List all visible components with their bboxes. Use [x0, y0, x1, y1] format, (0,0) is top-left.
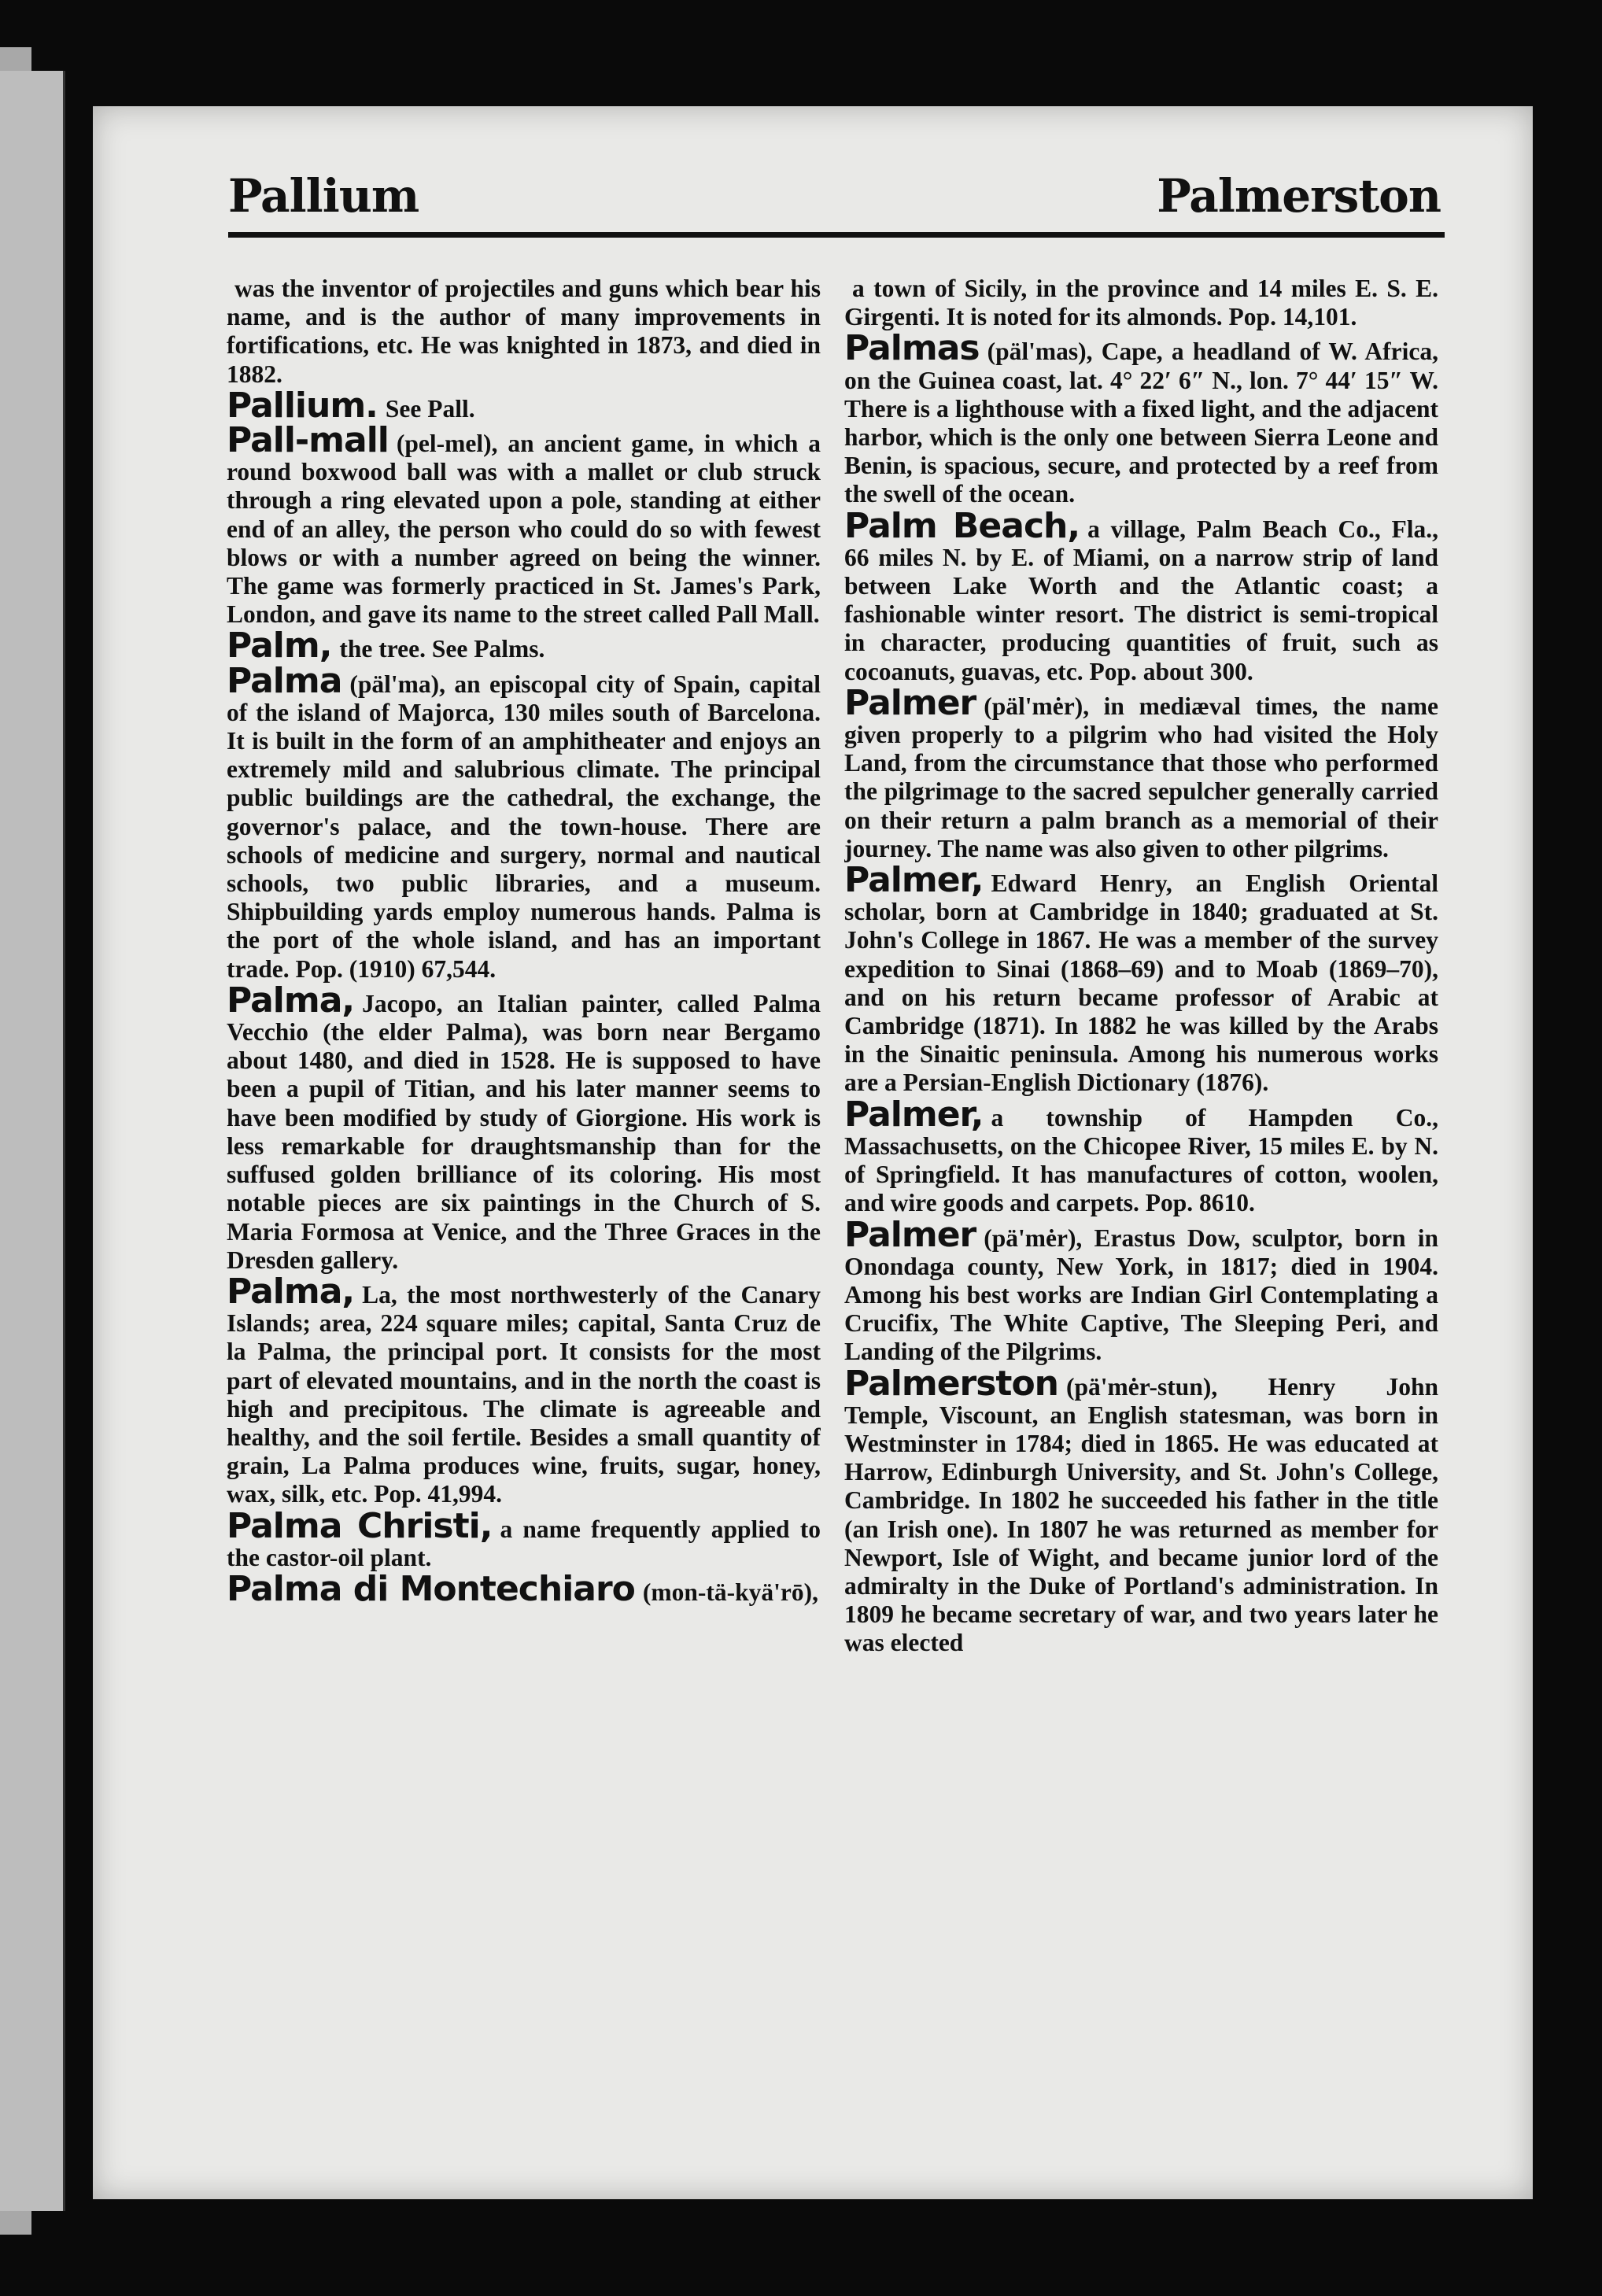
page-header: [134, 169, 1464, 240]
entry-text: (mon-tä-kyä'rō),: [642, 1578, 819, 1606]
entry-text: Edward Henry, an English Oriental scholar, born at Cambridge in 1840; graduated at St. John's College in 1867. He was a member of the survey expedition to Sinai (1868–69) and to Moab (1869–70), and on his return became professor of Arabic at Cambridge (1871). In 1882 he was killed by the Arabs in the Sinaitic peninsula. Among his numerous works are a Persian-English Dictionary (1876).: [844, 869, 1438, 1097]
entry-headword: Palmer,: [844, 1094, 984, 1135]
entry-headword: Palmas: [844, 328, 980, 369]
right-column: [844, 271, 1438, 2128]
entry-headword: Pall-mall: [227, 420, 389, 461]
entry-headword: Palmer: [844, 682, 976, 723]
entry-headword: Palmer: [844, 1214, 976, 1255]
left-column: [227, 271, 821, 2128]
entry-headword: Palma di Montechiaro: [227, 1568, 635, 1609]
dictionary-entry: [227, 420, 821, 629]
entry-text: a town of Sicily, in the province and 14 miles E. S. E. Girgenti. It is noted for its almonds. Pop. 14,101.: [844, 275, 1438, 331]
entry-text: (pä'mėr-stun), Henry John Temple, Viscount, an English statesman, was born in Westminster in 1784; died in 1865. He was educated at Harrow, Edinburgh University, and St. John's College, Cambridge. In 1802 he succeeded his father in the title (an Irish one). In 1807 he was returned as member for Newport, Isle of Wight, and became junior lord of the admiralty in the Duke of Portland's administration. In 1809 he became secretary of war, and two years later he was elected: [844, 1372, 1438, 1657]
entry-headword: Pallium.: [227, 385, 378, 426]
header-rule: [228, 232, 1445, 238]
entry-headword: Palm,: [227, 626, 332, 666]
dictionary-entry: [844, 1363, 1438, 1658]
entry-text: (päl'ma), an episcopal city of Spain, capital of the island of Majorca, 130 miles south of Barcelona. It is built in the form of an amphitheater and enjoys an extremely mild and salubrious climate. The principal public buildings are the cathedral, the exchange, the governor's palace, and the town-house. There are schools of medicine and surgery, normal and nautical schools, two public libraries, and a museum. Shipbuilding yards employ numerous hands. Palma is the port of the whole island, and has an important trade. Pop. (1910) 67,544.: [227, 670, 821, 983]
dictionary-entry: [227, 660, 821, 984]
entry-headword: Palm Beach,: [844, 505, 1080, 546]
dictionary-entry: [844, 682, 1438, 863]
entry-headword: Palma Christi,: [227, 1505, 493, 1546]
dictionary-entry: [227, 1271, 821, 1509]
entry-text: See Pall.: [385, 394, 475, 423]
entry-headword: Palma,: [227, 980, 355, 1021]
dictionary-entry: [227, 385, 821, 426]
entry-headword: Palma: [227, 660, 342, 701]
dictionary-entry: [844, 271, 1438, 331]
right-guide-word: Palmerston: [1157, 169, 1441, 223]
entry-text: (päl'mėr), in mediæval times, the name given properly to a pilgrim who had visited the Holy Land, from the circumstance that those who performed the pilgrimage to the sacred sepulcher generally carried on their return a palm branch as a memorial of their journey. The name was also given to other pilgrims.: [844, 692, 1438, 862]
dictionary-entry: [844, 860, 1438, 1098]
entry-text: (pel-mel), an ancient game, in which a round boxwood ball was with a mallet or club struck through a ring elevated upon a pole, standing at either end of an alley, the person who could do so with fewest blows or with a number agreed on being the winner. The game was formerly practiced in St. James's Park, London, and gave its name to the street called Pall Mall.: [227, 430, 821, 629]
dictionary-entry: [844, 1214, 1438, 1367]
entry-text: a village, Palm Beach Co., Fla., 66 miles N. by E. of Miami, on a narrow strip of land between Lake Worth and the Atlantic coast; a fashionable winter resort. The district is semi-tropical in character, producing quantities of fruit, such as cocoanuts, guavas, etc. Pop. about 300.: [844, 515, 1438, 685]
left-guide-word: Pallium: [228, 169, 419, 223]
dictionary-entry: [227, 626, 821, 666]
entry-text: (pä'mėr), Erastus Dow, sculptor, born in Onondaga county, New York, in 1817; died in 1904. Among his best works are Indian Girl Contemplating a Crucifix, The White Captive, The Sleeping Peri, and Landing of the Pilgrims.: [844, 1224, 1438, 1366]
entry-text: (päl'mas), Cape, a headland of W. Africa, on the Guinea coast, lat. 4° 22′ 6″ N., lon. 7° 44′ 15″ W. There is a lighthouse with a fixed light, and the adjacent harbor, which is the only one between Sierra Leone and Benin, is spacious, secure, and protected by a reef from the swell of the ocean.: [844, 338, 1438, 508]
entry-text: La, the most northwesterly of the Canary Islands; area, 224 square miles; capital, Santa Cruz de la Palma, the principal port. It consists for the most part of elevated mountains, and in the north the coast is high and precipitous. The climate is agreeable and healthy, and the soil fertile. Besides a small quantity of grain, La Palma produces wine, fruits, sugar, honey, wax, silk, etc. Pop. 41,994.: [227, 1280, 821, 1508]
entry-headword: Palma,: [227, 1271, 355, 1312]
dictionary-entry: [844, 1094, 1438, 1218]
entry-text: was the inventor of projectiles and guns which bear his name, and is the author of many improvements in fortifications, etc. He was knighted in 1873, and died in 1882.: [227, 275, 821, 388]
left-page-edge: [0, 71, 65, 2211]
entry-headword: Palmerston: [844, 1363, 1059, 1404]
dictionary-entry: [227, 271, 821, 389]
entry-text: Jacopo, an Italian painter, called Palma Vecchio (the elder Palma), was born near Bergamo about 1480, and died in 1528. He is supposed to have been a pupil of Titian, and his later manner seems to have been modified by study of Giorgione. His work is less remarkable for draughtsmanship than for the suffused golden brilliance of its coloring. His most notable pieces are six paintings in the Church of S. Maria Formosa at Venice, and the Three Graces in the Dresden gallery.: [227, 989, 821, 1274]
dictionary-entry: [227, 1505, 821, 1572]
dictionary-entry: [844, 505, 1438, 686]
entry-text: a township of Hampden Co., Massachusetts, on the Chicopee River, 15 miles E. by N. of Springfield. It has manufactures of cotton, woolen, and wire goods and carpets. Pop. 8610.: [844, 1103, 1438, 1217]
dictionary-entry: [227, 980, 821, 1275]
entry-text: the tree. See Palms.: [339, 635, 545, 663]
entry-headword: Palmer,: [844, 860, 984, 901]
dictionary-entry: [844, 328, 1438, 508]
entry-text: a name frequently applied to the castor-oil plant.: [227, 1515, 821, 1571]
dictionary-entry: [227, 1568, 821, 1609]
